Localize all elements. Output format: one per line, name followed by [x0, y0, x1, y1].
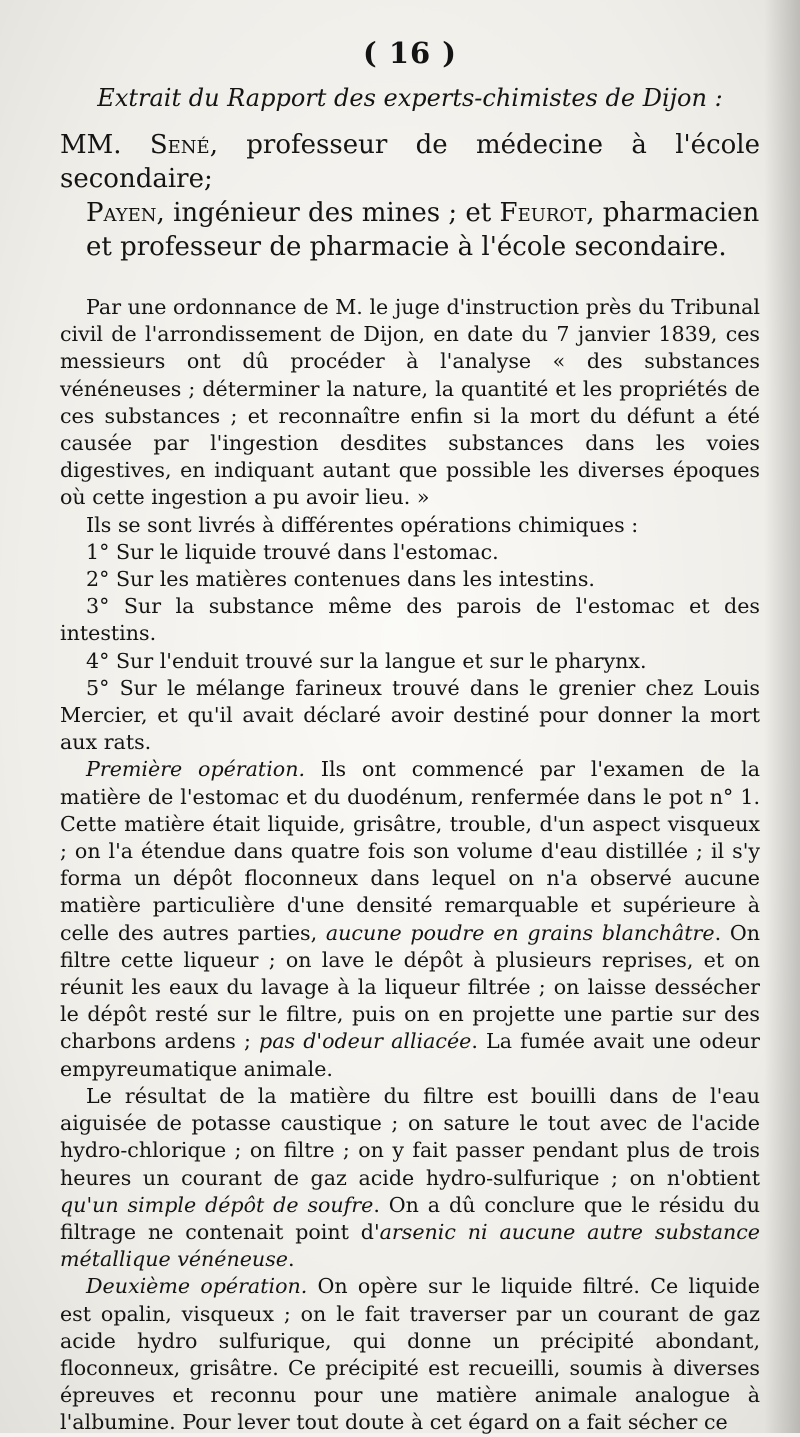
premiere-operation-text-a: Ils ont commencé par l'examen de la matière de l'estomac et du duodénum, renfermée dans le pot n° 1. Cette matière était liquide, grisâtre, trouble, d'un aspect visqueux ; on l'a étendue dans quatre fois son volume d'eau distillée ; il s'y forma un dépôt floconneux dans lequel on n'a observé aucune matière particulière d'une densité remarquable et supérieure à celle des autres parties, [60, 757, 760, 945]
page-content [60, 26, 760, 1437]
deuxieme-operation-text: On opère sur le liquide filtré. Ce liquide est opalin, visqueux ; on le fait traverser par un courant de gaz acide hydro sulfurique, qui donne un précipité abondant, floconneux, grisâtre. Ce précipité est recueilli, soumis à diverses épreuves et reconnu pour une matière animale analogue à l'albumine. Pour lever tout doute à cet égard on a fait sécher ce [60, 1274, 760, 1435]
paragraph-resultat [60, 1083, 760, 1273]
expert-title-sene: , professeur de médecine à l'école secondaire; [60, 130, 760, 194]
resultat-text-c: . [287, 1247, 295, 1272]
experts-line-3: et professeur de pharmacie à l'école secondaire. [86, 232, 727, 262]
premiere-operation-emphasis-2: pas d'odeur alliacée [259, 1029, 472, 1054]
deuxieme-operation-label: Deuxième opération. [86, 1274, 308, 1299]
expert-title-payen: , ingénieur des mines ; et [156, 198, 500, 228]
page-number: ( 16 ) [363, 36, 457, 70]
premiere-operation-label: Première opération. [86, 757, 306, 782]
paragraph-deuxieme-operation [60, 1273, 760, 1436]
expert-title-feurot: , pharmacien [586, 198, 760, 228]
list-item-4: 4° Sur l'enduit trouvé sur la langue et sur le pharynx. [86, 648, 647, 673]
paragraph-operations-intro: Ils se sont livrés à différentes opérations chimiques : [86, 512, 639, 537]
expert-name-sene: Sené [149, 130, 210, 160]
experts-list [60, 128, 760, 264]
list-item-3: 3° Sur la substance même des parois de l'estomac et des intestins. [60, 594, 760, 646]
page-edge-shadow [764, 0, 800, 1433]
paragraph-premiere-operation [60, 756, 760, 1082]
resultat-text-a: Le résultat de la matière du filtre est bouilli dans de l'eau aiguisée de potasse caustique ; on sature le tout avec de l'acide hydro-chlorique ; on filtre ; on y fait passer pendant plus de trois heures un courant de gaz acide hydro-sulfurique ; on n'obtient [60, 1083, 760, 1190]
premiere-operation-text-c: . La fumée avait une odeur empyreumatique animale. [60, 1029, 760, 1081]
list-item-5: 5° Sur le mélange farineux trouvé dans le grenier chez Louis Mercier, et qu'il avait déclaré avoir destiné pour donner la mort aux rats. [60, 675, 760, 755]
experts-line-1 [60, 128, 760, 196]
expert-name-feurot: Feurot [499, 198, 587, 228]
resultat-emphasis-1: qu'un simple dépôt de soufre [60, 1192, 374, 1217]
expert-name-payen: Payen [86, 198, 157, 228]
list-item-1: 1° Sur le liquide trouvé dans l'estomac. [86, 539, 499, 564]
paragraph-ordonnance: Par une ordonnance de M. le juge d'instruction près du Tribunal civil de l'arrondissement de Dijon, en date du 7 janvier 1839, ces messieurs ont dû procéder à l'analyse « des substances vénéneuses ; déterminer la nature, la quantité et les propriétés de ces substances ; et reconnaître enfin si la mort du défunt a été causée par l'ingestion desdites substances dans les voies digestives, en indiquant autant que possible les diverses époques où cette ingestion a pu avoir lieu. » [60, 295, 760, 510]
section-heading: Extrait du Rapport des experts-chimistes de Dijon : [97, 84, 723, 112]
premiere-operation-emphasis-1: aucune poudre en grains blanchâtre [325, 920, 715, 945]
premiere-operation-text-b: . On filtre cette liqueur ; on lave le dépôt à plusieurs reprises, et on réunit les eaux du lavage à la liqueur filtrée ; on laisse dessécher le dépôt resté sur le filtre, puis on en projette une partie sur des charbons ardens ; [60, 920, 760, 1054]
resultat-text-b: . On a dû conclure que le résidu du filtrage ne contenait point d' [60, 1192, 760, 1244]
experts-prefix: MM. [60, 130, 150, 160]
experts-line-2 [60, 196, 760, 230]
list-item-2: 2° Sur les matières contenues dans les intestins. [86, 567, 595, 592]
report-body [60, 294, 760, 1437]
resultat-emphasis-2: arsenic ni aucune autre substance métallique vénéneuse [60, 1219, 760, 1272]
